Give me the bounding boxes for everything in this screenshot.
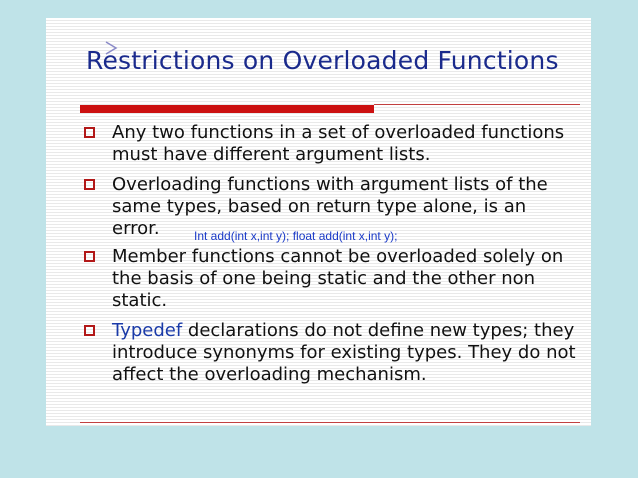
title-accent-bar <box>80 105 374 113</box>
bullet-text: Overloading functions with argument lists of the same types, based on return type alone, is an error. <box>112 174 548 239</box>
square-bullet-icon <box>84 179 95 190</box>
slide-title: Restrictions on Overloaded Functions <box>86 46 559 75</box>
bullet-text: Any two functions in a set of overloaded functions must have different argument lists. <box>112 122 565 165</box>
bullet-text: Member functions cannot be overloaded solely on the basis of one being static and the other non static. <box>112 246 564 311</box>
bullet-text <box>112 320 577 386</box>
title-rule <box>374 104 580 105</box>
slide <box>46 18 591 426</box>
square-bullet-icon <box>84 325 95 336</box>
square-bullet-icon <box>84 251 95 262</box>
footer-rule <box>80 422 580 423</box>
code-example-note: Int add(int x,int y); float add(int x,int y); <box>194 229 398 243</box>
bullet-text-rest: declarations do not define new types; they introduce synonyms for existing types. They do not affect the overloading mechanism. <box>112 320 576 385</box>
square-bullet-icon <box>84 127 95 138</box>
typedef-keyword: Typedef <box>112 320 183 341</box>
